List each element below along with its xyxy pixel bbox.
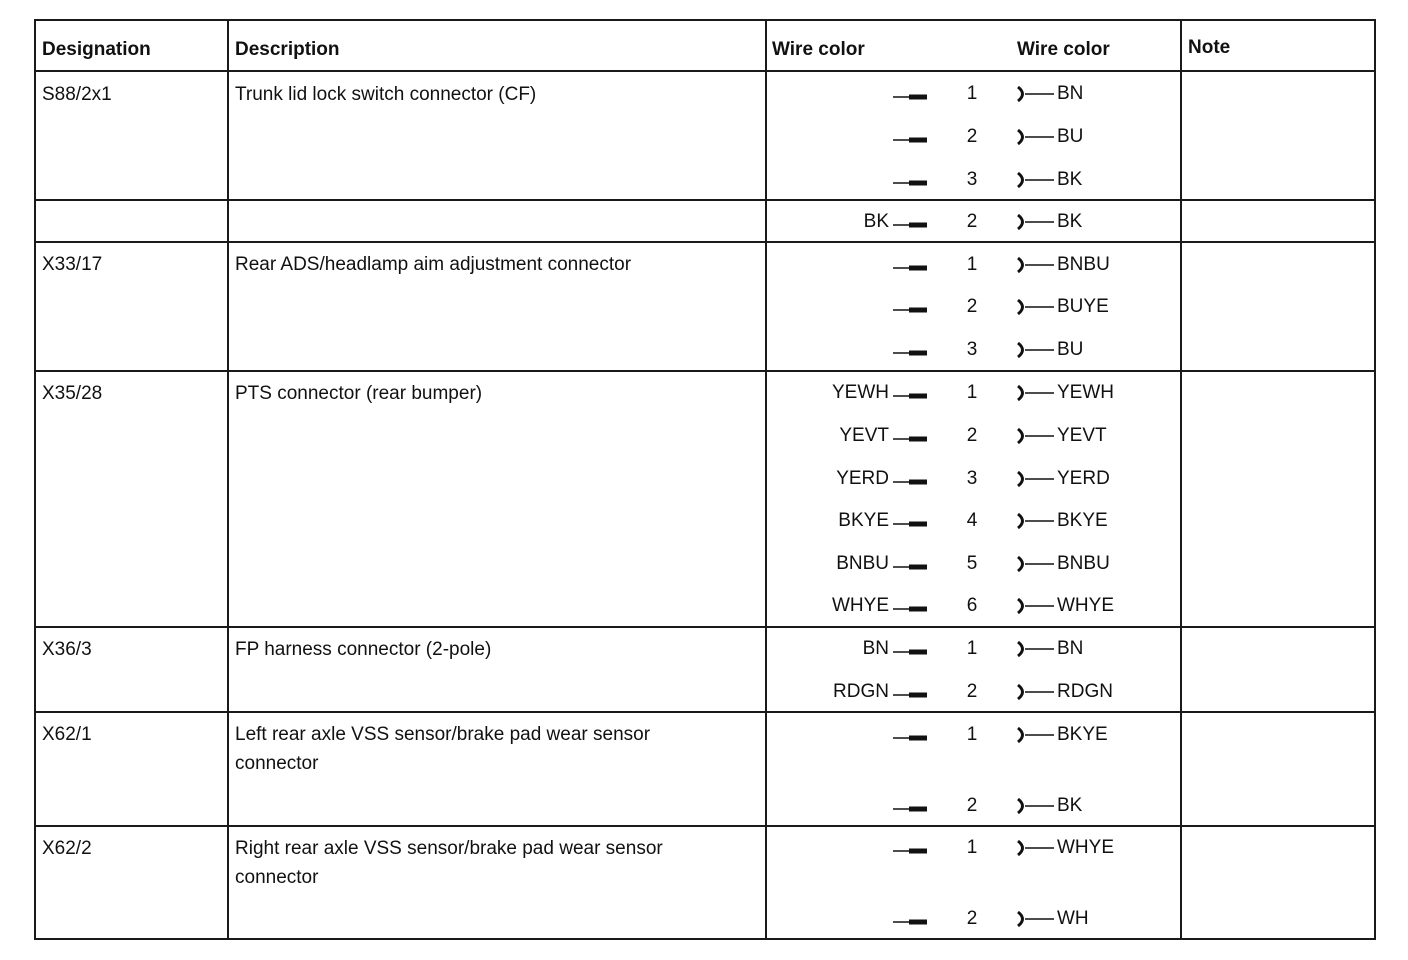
pin-number: 6	[966, 595, 978, 616]
designation-cell: X33/17	[42, 254, 103, 275]
designation-cell: X35/28	[42, 383, 103, 404]
female-terminal-icon	[1016, 256, 1056, 274]
header-wire-color-right: Wire color	[1017, 39, 1110, 60]
female-terminal-icon	[1016, 341, 1056, 359]
female-terminal-icon	[1016, 797, 1056, 815]
pin-number: 1	[966, 724, 978, 745]
wire-color-right: BNBU	[1057, 553, 1110, 574]
wire-color-left: RDGN	[833, 681, 889, 702]
table-top-border	[34, 19, 1376, 21]
wire-color-left: BK	[863, 211, 889, 232]
row-separator	[34, 370, 1376, 372]
wire-color-right: YEVT	[1057, 425, 1107, 446]
table-right-border	[1374, 19, 1376, 940]
wire-color-left: YERD	[836, 468, 889, 489]
designation-cell: X36/3	[42, 639, 92, 660]
male-terminal-icon	[893, 135, 929, 145]
female-terminal-icon	[1016, 128, 1056, 146]
wire-color-right: BK	[1057, 169, 1083, 190]
pin-number: 2	[966, 908, 978, 929]
pin-number: 1	[966, 837, 978, 858]
wire-color-right: YEWH	[1057, 382, 1114, 403]
wire-color-right: YERD	[1057, 468, 1110, 489]
row-separator	[34, 825, 1376, 827]
male-terminal-icon	[893, 434, 929, 444]
female-terminal-icon	[1016, 683, 1056, 701]
wire-color-right: BU	[1057, 339, 1084, 360]
wire-color-left: YEVT	[839, 425, 889, 446]
female-terminal-icon	[1016, 470, 1056, 488]
pin-number: 3	[966, 169, 978, 190]
male-terminal-icon	[893, 519, 929, 529]
pin-number: 1	[966, 83, 978, 104]
table-bottom-border	[34, 938, 1376, 940]
male-terminal-icon	[893, 220, 929, 230]
wire-color-right: WH	[1057, 908, 1089, 929]
male-terminal-icon	[893, 92, 929, 102]
designation-cell: X62/1	[42, 724, 92, 745]
wire-color-right: BN	[1057, 638, 1084, 659]
male-terminal-icon	[893, 733, 929, 743]
female-terminal-icon	[1016, 171, 1056, 189]
row-separator	[34, 241, 1376, 243]
wire-color-right: BKYE	[1057, 510, 1108, 531]
column-divider-note	[1180, 19, 1182, 940]
female-terminal-icon	[1016, 555, 1056, 573]
female-terminal-icon	[1016, 85, 1056, 103]
male-terminal-icon	[893, 917, 929, 927]
header-designation: Designation	[42, 39, 151, 60]
description-cell: Rear ADS/headlamp aim adjustment connector	[235, 254, 632, 275]
description-cell: Trunk lid lock switch connector (CF)	[235, 84, 537, 105]
description-cell: FP harness connector (2-pole)	[235, 639, 492, 660]
pin-number: 3	[966, 339, 978, 360]
female-terminal-icon	[1016, 427, 1056, 445]
wire-color-left: YEWH	[832, 382, 889, 403]
header-bottom-border	[34, 70, 1376, 72]
pin-number: 5	[966, 553, 978, 574]
male-terminal-icon	[893, 647, 929, 657]
pin-number: 3	[966, 468, 978, 489]
wire-color-right: BKYE	[1057, 724, 1108, 745]
wire-color-right: BNBU	[1057, 254, 1110, 275]
female-terminal-icon	[1016, 298, 1056, 316]
header-note: Note	[1188, 37, 1231, 58]
pin-number: 1	[966, 254, 978, 275]
male-terminal-icon	[893, 846, 929, 856]
pin-number: 2	[966, 681, 978, 702]
wire-color-right: BN	[1057, 83, 1084, 104]
pin-number: 1	[966, 638, 978, 659]
wire-color-left: BKYE	[838, 510, 889, 531]
male-terminal-icon	[893, 477, 929, 487]
male-terminal-icon	[893, 348, 929, 358]
designation-cell: S88/2x1	[42, 84, 112, 105]
female-terminal-icon	[1016, 640, 1056, 658]
wire-color-left: BNBU	[836, 553, 889, 574]
column-divider-description	[227, 19, 229, 940]
male-terminal-icon	[893, 804, 929, 814]
row-separator	[34, 711, 1376, 713]
pin-number: 2	[966, 425, 978, 446]
pin-number: 2	[966, 126, 978, 147]
female-terminal-icon	[1016, 384, 1056, 402]
wire-color-right: BUYE	[1057, 296, 1109, 317]
row-separator	[34, 199, 1376, 201]
header-wire-color-left: Wire color	[772, 39, 865, 60]
wire-color-right: WHYE	[1057, 837, 1114, 858]
female-terminal-icon	[1016, 597, 1056, 615]
female-terminal-icon	[1016, 213, 1056, 231]
description-cell: PTS connector (rear bumper)	[235, 383, 483, 404]
pin-number: 1	[966, 382, 978, 403]
wire-color-right: WHYE	[1057, 595, 1114, 616]
male-terminal-icon	[893, 604, 929, 614]
female-terminal-icon	[1016, 726, 1056, 744]
wire-color-left: BN	[862, 638, 889, 659]
male-terminal-icon	[893, 690, 929, 700]
wire-color-right: BK	[1057, 795, 1083, 816]
designation-cell: X62/2	[42, 838, 92, 859]
pin-number: 2	[966, 211, 978, 232]
wire-color-right: BK	[1057, 211, 1083, 232]
pin-number: 2	[966, 296, 978, 317]
description-cell: Right rear axle VSS sensor/brake pad wear sensor connector	[235, 838, 663, 888]
table-left-border	[34, 19, 36, 940]
pin-number: 4	[966, 510, 978, 531]
wire-color-right: BU	[1057, 126, 1084, 147]
male-terminal-icon	[893, 178, 929, 188]
header-description: Description	[235, 39, 340, 60]
female-terminal-icon	[1016, 839, 1056, 857]
column-divider-wire-color	[765, 19, 767, 940]
wire-color-right: RDGN	[1057, 681, 1113, 702]
pin-number: 2	[966, 795, 978, 816]
description-cell: Left rear axle VSS sensor/brake pad wear sensor connector	[235, 724, 651, 774]
wire-color-left: WHYE	[832, 595, 889, 616]
male-terminal-icon	[893, 305, 929, 315]
male-terminal-icon	[893, 391, 929, 401]
row-separator	[34, 626, 1376, 628]
male-terminal-icon	[893, 263, 929, 273]
female-terminal-icon	[1016, 512, 1056, 530]
male-terminal-icon	[893, 562, 929, 572]
female-terminal-icon	[1016, 910, 1056, 928]
